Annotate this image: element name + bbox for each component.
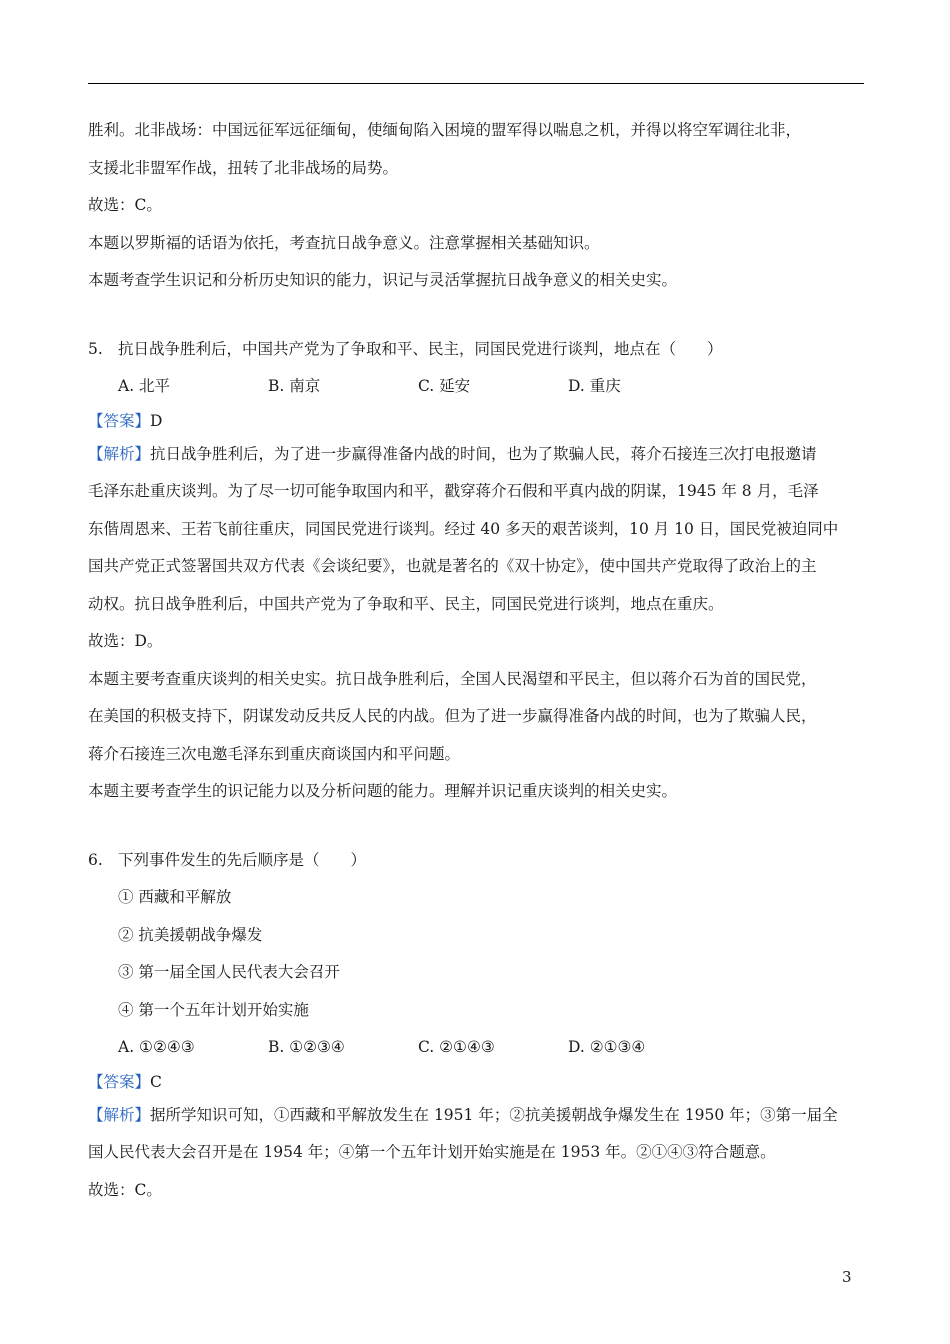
q4-note-2: 本题考查学生识记和分析历史知识的能力，识记与灵活掌握抗日战争意义的相关史实。 <box>88 271 678 289</box>
q6-item-3: ③ 第一届全国人民代表大会召开 <box>118 963 340 981</box>
q6-stem-text: 下列事件发生的先后顺序是（ ） <box>118 850 367 869</box>
q5-option-b: B. 南京 <box>268 377 321 395</box>
q5-answer-tag: 【答案】 <box>88 411 151 430</box>
q5-analysis-line-5: 动权。抗日战争胜利后，中国共产党为了争取和平、民主，同国民党进行谈判，地点在重庆。 <box>88 594 724 613</box>
q5-analysis-tag: 【解析】 <box>88 444 151 463</box>
q5-note-line-3: 蒋介石接连三次电邀毛泽东到重庆商谈国内和平问题。 <box>88 744 461 763</box>
q6-analysis-text-1: 据所学知识可知，①西藏和平解放发生在 1951 年；②抗美援朝战争爆发生在 1950 年；③第一届全 <box>150 1105 838 1124</box>
header-rule <box>88 83 864 84</box>
q5-option-d: D. 重庆 <box>568 377 621 395</box>
q6-analysis-tag: 【解析】 <box>88 1105 151 1124</box>
q5-analysis-text-1: 抗日战争胜利后，为了进一步赢得准备内战的时间，也为了欺骗人民，蒋介石接连三次打电报邀请 <box>150 444 817 463</box>
q5-analysis-line-2: 毛泽东赴重庆谈判。为了尽一切可能争取国内和平，戳穿蒋介石假和平真内战的阴谋，1945 年 8 月，毛泽 <box>88 482 819 500</box>
q6-item-1: ① 西藏和平解放 <box>118 888 232 906</box>
q6-item-4: ④ 第一个五年计划开始实施 <box>118 1000 309 1019</box>
page-number: 3 <box>842 1268 852 1286</box>
q6-stem <box>88 842 864 880</box>
continuation-line-1: 胜利。北非战场：中国远征军远征缅甸，使缅甸陷入困境的盟军得以喘息之机，并得以将空军调往北非， <box>88 121 802 139</box>
q5-stem-text: 抗日战争胜利后，中国共产党为了争取和平、民主，同国民党进行谈判，地点在（ ） <box>118 339 723 358</box>
spacer <box>88 811 864 842</box>
q5-note-line-2: 在美国的积极支持下，阴谋发动反共反人民的内战。但为了进一步赢得准备内战的时间，也为了欺骗人民， <box>88 707 817 725</box>
q6-option-b: B. ①②③④ <box>268 1038 345 1056</box>
q6-analysis-line-1 <box>88 1097 864 1135</box>
q5-analysis-line-3: 东偕周恩来、王若飞前往重庆，同国民党进行谈判。经过 40 多天的艰苦谈判，10 月 10 日，国民党被迫同中 <box>88 519 839 538</box>
continuation-line-2: 支援北非盟军作战，扭转了北非战场的局势。 <box>88 158 399 177</box>
page-content <box>88 112 864 1209</box>
q6-answer-tag: 【答案】 <box>88 1072 151 1091</box>
q6-analysis-line-2: 国人民代表大会召开是在 1954 年；④第一个五年计划开始实施是在 1953 年。②①④③符合题意。 <box>88 1143 776 1161</box>
spacer <box>88 300 864 331</box>
q5-option-a: A. 北平 <box>118 377 171 395</box>
q6-number: 6. <box>88 850 103 869</box>
q6-answer-choice: 故选：C。 <box>88 1180 162 1199</box>
q5-answer <box>88 406 864 436</box>
q5-number: 5. <box>88 339 103 358</box>
q6-item-2: ② 抗美援朝战争爆发 <box>118 925 263 944</box>
q5-answer-choice: 故选：D。 <box>88 632 163 650</box>
q6-option-c: C. ②①④③ <box>418 1038 495 1056</box>
q5-options <box>88 368 864 406</box>
q5-note-last: 本题主要考查学生的识记能力以及分析问题的能力。理解并识记重庆谈判的相关史实。 <box>88 782 678 800</box>
q5-note-line-1: 本题主要考查重庆谈判的相关史实。抗日战争胜利后，全国人民渴望和平民主，但以蒋介石为首的国民党， <box>88 669 817 688</box>
q6-option-d: D. ②①③④ <box>568 1038 646 1056</box>
q4-answer-choice: 故选：C。 <box>88 196 162 214</box>
q5-option-c: C. 延安 <box>418 377 471 395</box>
q6-answer <box>88 1067 864 1097</box>
q5-answer-value: D <box>150 411 163 430</box>
q5-analysis-line-4: 国共产党正式签署国共双方代表《会谈纪要》，也就是著名的《双十协定》，使中国共产党取得了政治上的主 <box>88 557 817 575</box>
q5-analysis-line-1 <box>88 436 864 474</box>
q6-option-a: A. ①②④③ <box>118 1038 195 1056</box>
q6-options <box>88 1029 864 1067</box>
q6-answer-value: C <box>150 1072 162 1091</box>
q5-stem <box>88 331 864 369</box>
q4-note-1: 本题以罗斯福的话语为依托，考查抗日战争意义。注意掌握相关基础知识。 <box>88 233 600 252</box>
